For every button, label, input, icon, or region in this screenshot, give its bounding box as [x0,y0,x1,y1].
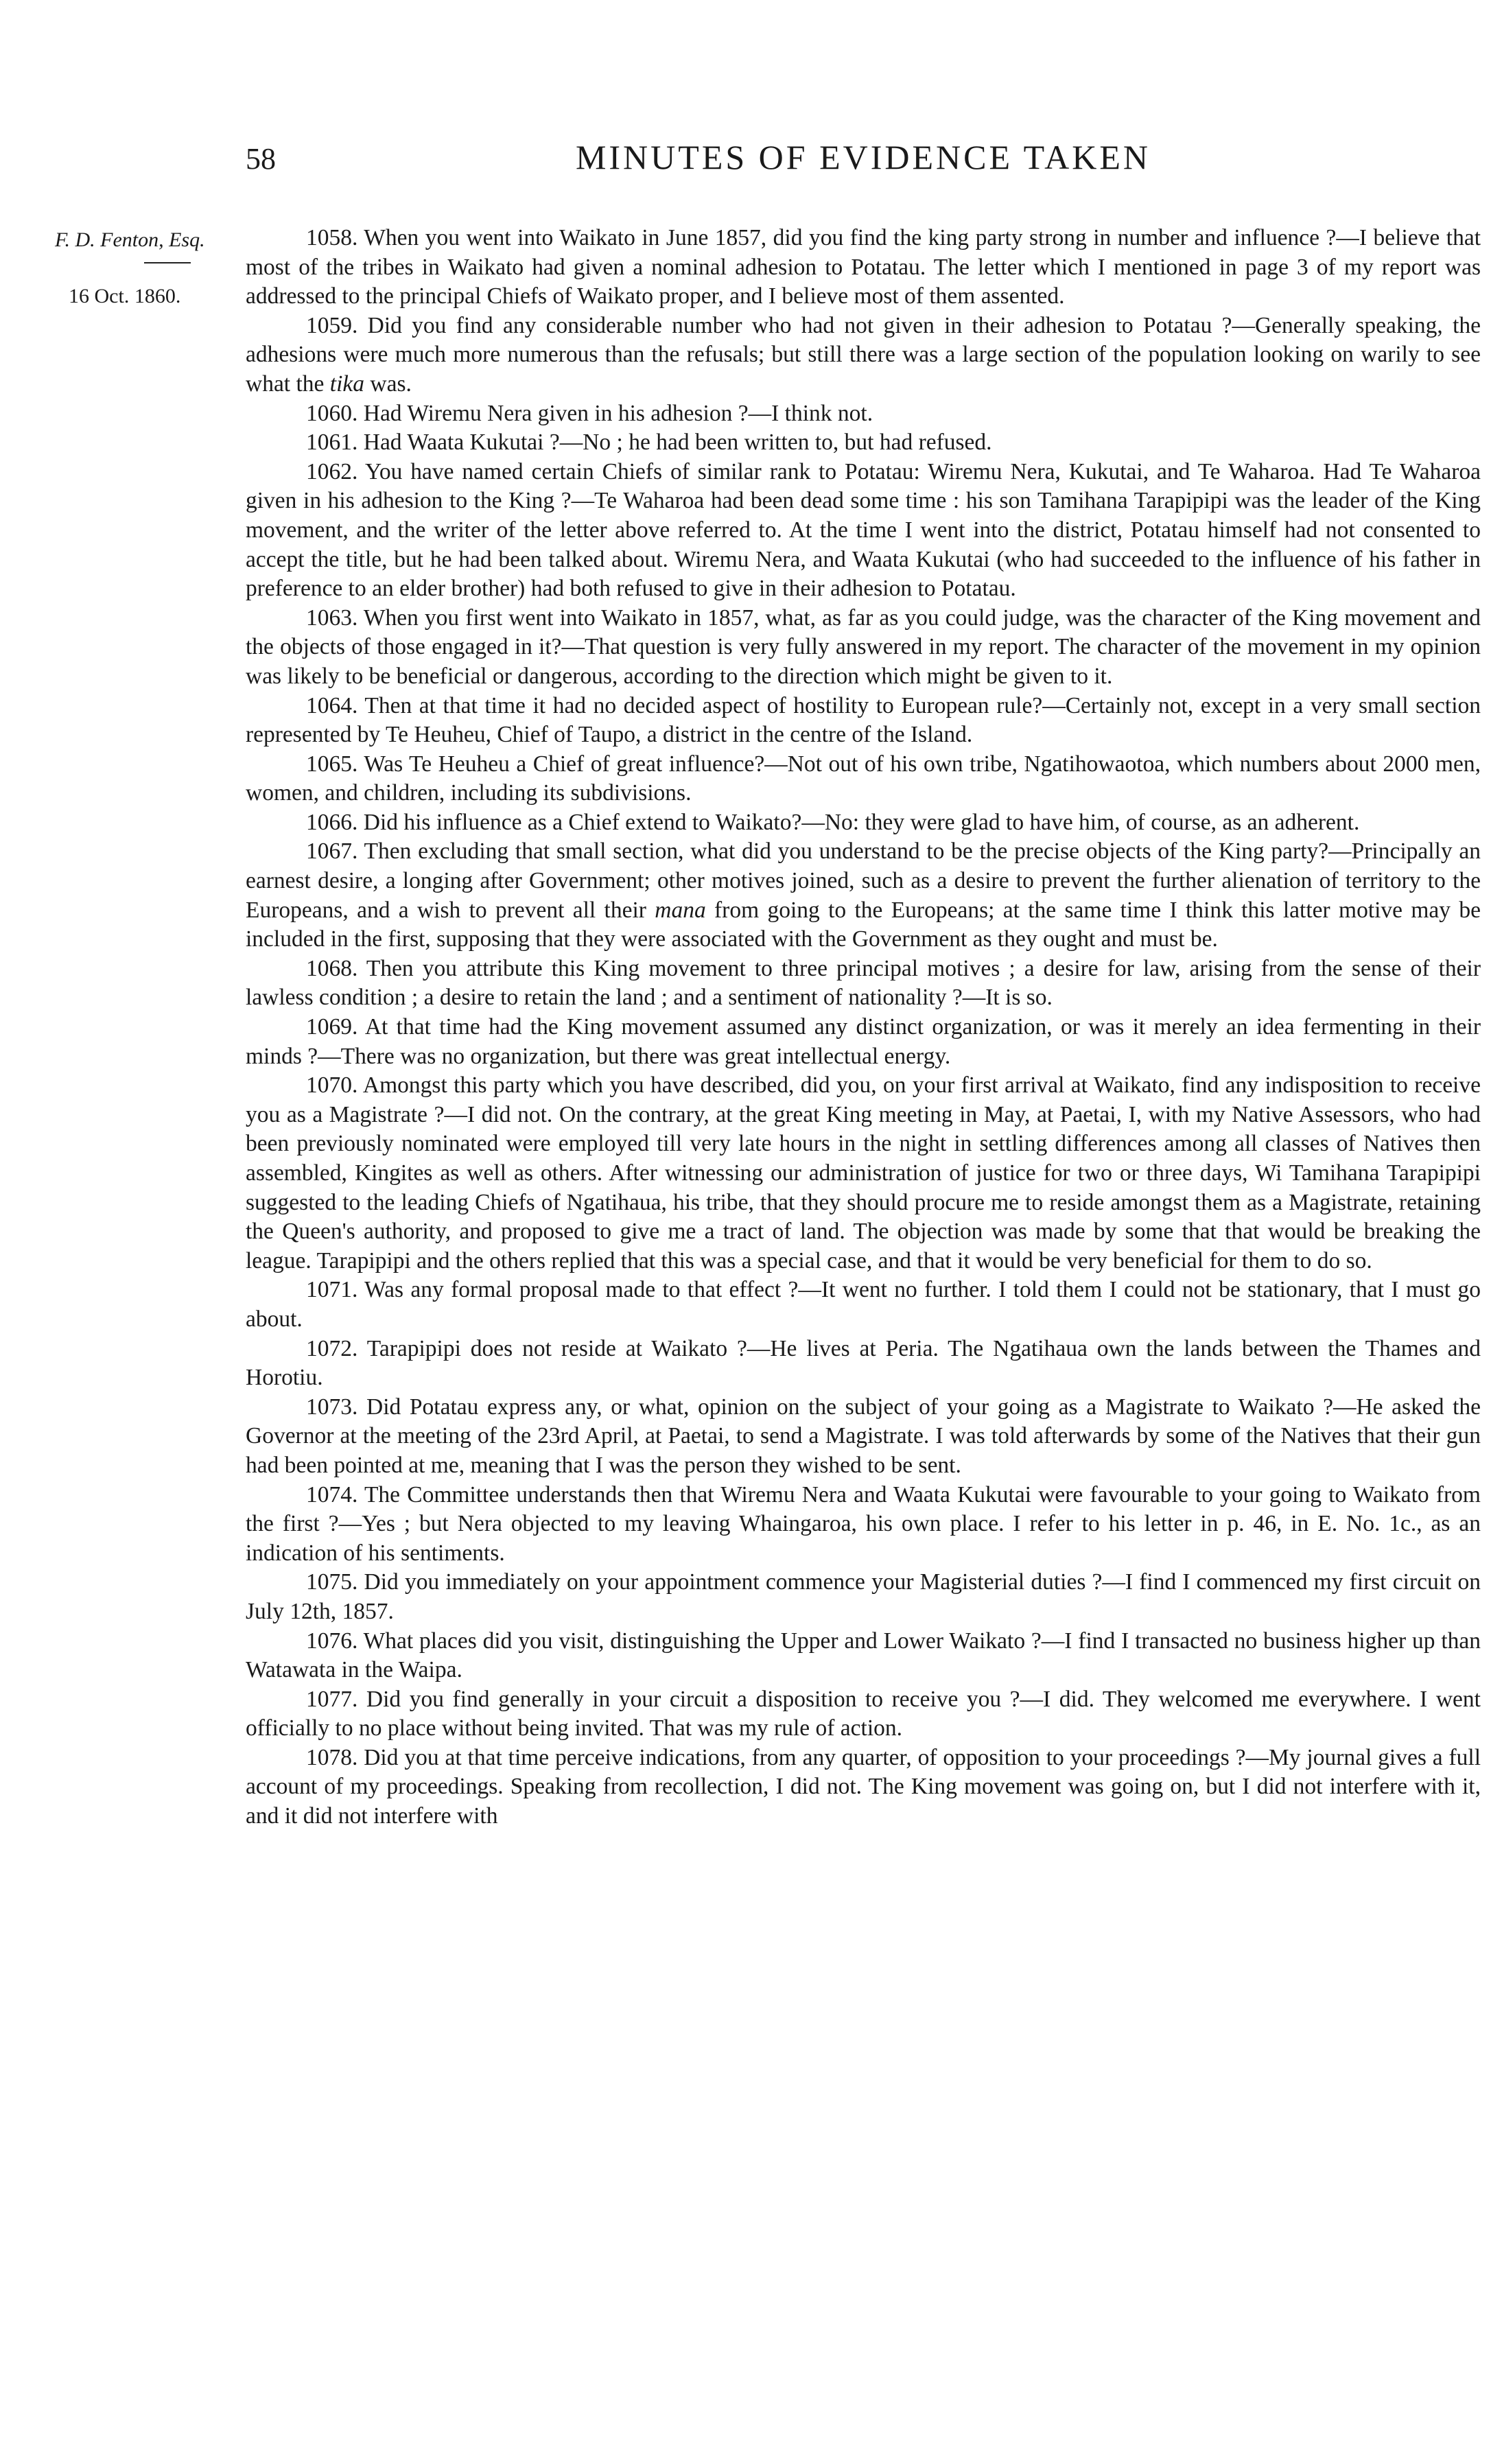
paragraph-1064: 1064. Then at that time it had no decided aspect of hostility to European rule?—Certainly not, except in a very small section represented by Te Heuheu, Chief of Taupo, a district in the centre of the Island. [246,692,1481,748]
paragraph-1072: 1072. Tarapipipi does not reside at Waikato ?—He lives at Peria. The Ngatihaua own the lands between the Thames and Horotiu. [246,1335,1481,1391]
paragraph-1070: 1070. Amongst this party which you have described, did you, on your first arrival at Waikato, find any indisposition to receive you as a Magistrate ?—I did not. On the contrary, at the great King meeting in May, at Paetai, I, with my Native Assessors, who had been previously nominated were employed till very late hours in the night in settling differences among all classes of Natives then assembled, Kingites as well as others. After witnessing our administration of justice for two or three days, Wi Tamihana Tarapipipi suggested to the leading Chiefs of Ngatihaua, his tribe, that they should procure me to reside amongst them as a Magistrate, retaining the Queen's authority, and proposed to give me a tract of land. The objection was made by some that that would be breaking the league. Tarapipipi and the others replied that this was a special case, and that it would be very beneficial for them to do so. [246,1072,1481,1274]
paragraph-1067: 1067. Then excluding that small section, what did you understand to be the precise objects of the King party?—Principally an earnest desire, a longing after Government; other motives joined, such as a desire to prevent the further alienation of territory to the Europeans, and a wish to prevent all their mana from going to the Europeans; at the same time I think this latter motive may be included in the first, supposing that they were associated with the Government as they ought and must be. [246,838,1481,952]
page-number: 58 [246,142,276,176]
evidence-date: 16 Oct. 1860. [69,285,181,307]
paragraph-1058: 1058. When you went into Waikato in June 1857, did you find the king party strong in number and influence ?—I believe that most of the tribes in Waikato had given a nominal adhesion to Potatau. The letter which I mentioned in page 3 of my report was addressed to the principal Chiefs of Waikato proper, and I believe most of them assented. [246,225,1481,309]
paragraph-1065: 1065. Was Te Heuheu a Chief of great influence?—Not out of his own tribe, Ngatihowaotoa, which numbers about 2000 men, women, and children, including its subdivisions. [246,751,1481,806]
paragraph-1062: 1062. You have named certain Chiefs of similar rank to Potatau: Wiremu Nera, Kukutai, and Te Waharoa. Had Te Waharoa given in his adhesion to the King ?—Te Waharoa had been dead some time : his son Tamihana Tarapipipi was the leader of the King movement, and the writer of the letter above referred to. At the time I went into the district, Potatau himself had not consented to accept the title, but he had been talked about. Wiremu Nera, and Waata Kukutai (who had succeeded to the influence of his father in preference to an elder brother) had both refused to give in their adhesion to Potatau. [246,458,1481,602]
paragraph-1066: 1066. Did his influence as a Chief extend to Waikato?—No: they were glad to have him, of course, as an adherent. [306,809,1360,835]
paragraph-1060: 1060. Had Wiremu Nera given in his adhesion ?—I think not. [306,400,873,426]
running-title: MINUTES OF EVIDENCE TAKEN [575,138,1151,176]
witness-name: F. D. Fenton, Esq. [55,228,205,251]
paragraph-1077: 1077. Did you find generally in your circuit a disposition to receive you ?—I did. They welcomed me everywhere. I went officially to no place without being invited. That was my rule of action. [246,1686,1481,1741]
margin-rule [144,262,191,263]
paragraph-1063: 1063. When you first went into Waikato in 1857, what, as far as you could judge, was the character of the King movement and the objects of those engaged in it?—That question is very fully answered in my report. The character of the movement in my opinion was likely to be beneficial or dangerous, according to the direction which might be given to it. [246,605,1481,689]
page-header [246,137,1481,199]
paragraph-1075: 1075. Did you immediately on your appointment commence your Magisterial duties ?—I find I commenced my first circuit on July 12th, 1857. [246,1569,1481,1624]
paragraph-1071: 1071. Was any formal proposal made to that effect ?—It went no further. I told them I could not be stationary, that I must go about. [246,1277,1481,1332]
italic-term: mana [655,897,706,923]
paragraph-1068: 1068. Then you attribute this King movement to three principal motives ; a desire for law, arising from the sense of their lawless condition ; a desire to retain the land ; and a sentiment of nationality ?—It is so. [246,955,1481,1011]
paragraph-1061: 1061. Had Waata Kukutai ?—No ; he had been written to, but had refused. [306,430,992,456]
paragraph-1074: 1074. The Committee understands then that Wiremu Nera and Waata Kukutai were favourable to your going to Waikato from the first ?—Yes ; but Nera objected to my leaving Whaingaroa, his own place. I refer to his letter in p. 46, in E. No. 1c., as an indication of his sentiments. [246,1481,1481,1566]
paragraph-1073: 1073. Did Potatau express any, or what, opinion on the subject of your going as a Magistrate to Waikato ?—He asked the Governor at the meeting of the 23rd April, at Paetai, to send a Magistrate. I was told afterwards by some of the Natives that their gun had been pointed at me, meaning that I was the person they wished to be sent. [246,1394,1481,1478]
paragraph-1078: 1078. Did you at that time perceive indications, from any quarter, of opposition to your proceedings ?—My journal gives a full account of my proceedings. Speaking from recollection, I did not. The King movement was going on, but I did not interfere with it, and it did not interfere with [246,1744,1481,1829]
evidence-body [246,224,1481,1831]
paragraph-1069: 1069. At that time had the King movement assumed any distinct organization, or was it merely an idea fermenting in their minds ?—There was no organization, but there was great intellectual energy. [246,1014,1481,1069]
paragraph-1076: 1076. What places did you visit, distinguishing the Upper and Lower Waikato ?—I find I transacted no business higher up than Watawata in the Waipa. [246,1628,1481,1683]
italic-term: tika [329,371,365,397]
paragraph-1059: 1059. Did you find any considerable number who had not given in their adhesion to Potatau ?—Generally speaking, the adhesions were much more numerous than the refusals; but still there was a large section of the population looking on warily to see what the tika was. [246,312,1481,397]
